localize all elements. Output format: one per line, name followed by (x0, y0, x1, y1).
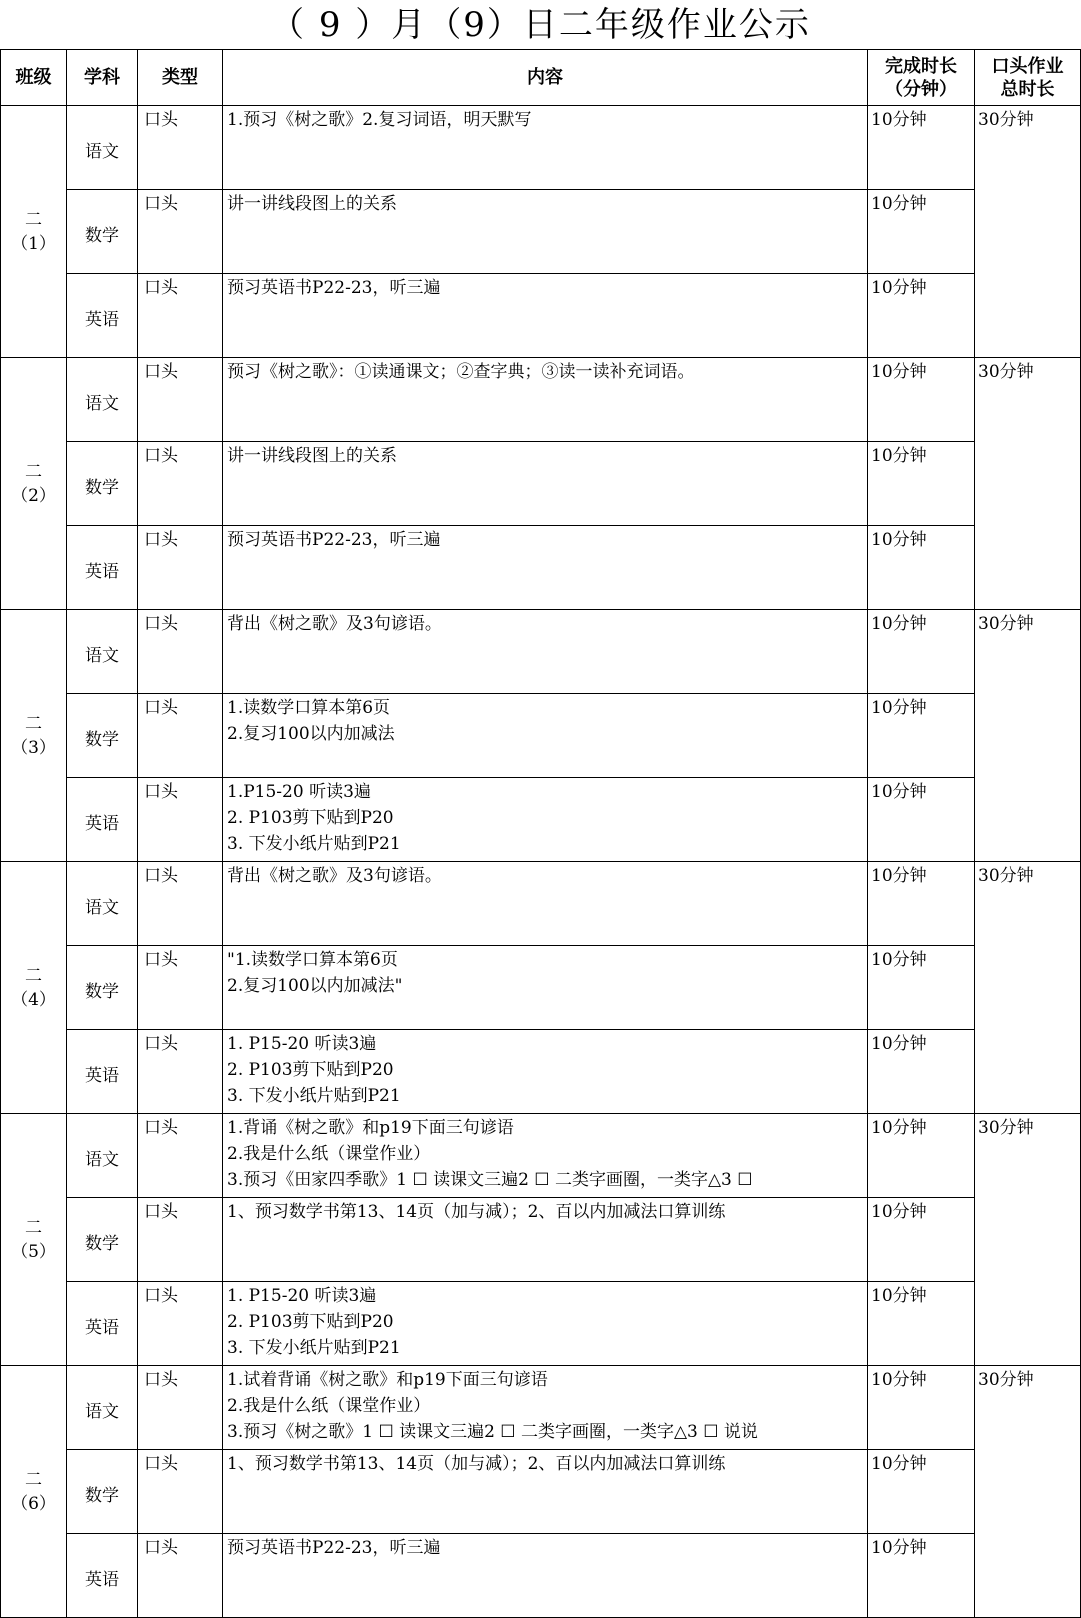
content-line: 预习英语书P22-23，听三遍 (227, 278, 441, 298)
duration-cell: 10分钟 (868, 862, 975, 946)
header-duration-line1: 完成时长 (885, 55, 957, 77)
content-line: 3. 下发小纸片贴到P21 (227, 1086, 401, 1106)
content-line: 1.P15-20 听读3遍 (227, 782, 371, 802)
subject-cell: 英语 (67, 1030, 138, 1114)
content-cell (223, 358, 868, 442)
table-row (1, 1282, 1081, 1366)
class-grade: 二 (25, 1469, 42, 1490)
table-row (1, 862, 1081, 946)
type-cell: 口头 (138, 946, 223, 1030)
total-duration-cell: 30分钟 (975, 610, 1081, 862)
subject-cell: 英语 (67, 778, 138, 862)
content-cell (223, 946, 868, 1030)
table-row (1, 1198, 1081, 1282)
subject-cell: 数学 (67, 694, 138, 778)
type-cell: 口头 (138, 1114, 223, 1198)
table-row (1, 526, 1081, 610)
content-line: 2.我是什么纸（课堂作业） (227, 1144, 431, 1164)
content-line: 3. 下发小纸片贴到P21 (227, 834, 401, 854)
content-cell (223, 1366, 868, 1450)
content-cell (223, 1030, 868, 1114)
header-total-line2: 总时长 (1000, 78, 1055, 100)
content-line: 预习英语书P22-23，听三遍 (227, 1538, 441, 1558)
duration-cell: 10分钟 (868, 274, 975, 358)
header-type: 类型 (138, 50, 223, 106)
subject-cell: 语文 (67, 862, 138, 946)
content-line: 3. 下发小纸片贴到P21 (227, 1338, 401, 1358)
table-row (1, 778, 1081, 862)
duration-cell: 10分钟 (868, 1198, 975, 1282)
type-cell: 口头 (138, 694, 223, 778)
content-line: 2. P103剪下贴到P20 (227, 1312, 394, 1332)
type-cell: 口头 (138, 778, 223, 862)
header-duration (868, 50, 975, 106)
duration-cell: 10分钟 (868, 694, 975, 778)
content-cell (223, 862, 868, 946)
duration-cell: 10分钟 (868, 1030, 975, 1114)
content-line: 1、预习数学书第13、14页（加与减）；2、百以内加减法口算训练 (227, 1202, 726, 1222)
type-cell: 口头 (138, 442, 223, 526)
class-number: （3） (11, 737, 56, 758)
class-cell (1, 610, 67, 862)
subject-cell: 数学 (67, 1450, 138, 1534)
content-cell (223, 1198, 868, 1282)
page-title: （ 9 ）月（9）日二年级作业公示 (270, 5, 811, 45)
content-line: 1.预习《树之歌》2.复习词语，明天默写 (227, 110, 532, 130)
duration-cell: 10分钟 (868, 1282, 975, 1366)
class-number: （5） (11, 1241, 56, 1262)
content-line: 讲一讲线段图上的关系 (227, 194, 397, 214)
content-line: 2. P103剪下贴到P20 (227, 808, 394, 828)
content-line: 2.复习100以内加减法 (227, 724, 395, 744)
content-line: 2. P103剪下贴到P20 (227, 1060, 394, 1080)
homework-table (0, 49, 1081, 1618)
duration-cell: 10分钟 (868, 190, 975, 274)
content-cell (223, 778, 868, 862)
type-cell: 口头 (138, 862, 223, 946)
type-cell: 口头 (138, 1534, 223, 1618)
content-line: 讲一讲线段图上的关系 (227, 446, 397, 466)
content-cell (223, 1534, 868, 1618)
header-duration-line2: （分钟） (885, 78, 957, 100)
content-line: 预习英语书P22-23，听三遍 (227, 530, 441, 550)
subject-cell: 语文 (67, 1366, 138, 1450)
class-number: （4） (11, 989, 56, 1010)
content-line: 1. P15-20 听读3遍 (227, 1286, 377, 1306)
type-cell: 口头 (138, 1366, 223, 1450)
total-duration-cell: 30分钟 (975, 106, 1081, 358)
content-line: 2.复习100以内加减法" (227, 976, 403, 996)
class-grade: 二 (25, 209, 42, 230)
content-cell (223, 1282, 868, 1366)
subject-cell: 语文 (67, 1114, 138, 1198)
table-row (1, 1366, 1081, 1450)
class-grade: 二 (25, 1217, 42, 1238)
table-row (1, 1030, 1081, 1114)
subject-cell: 英语 (67, 1282, 138, 1366)
type-cell: 口头 (138, 190, 223, 274)
duration-cell: 10分钟 (868, 1534, 975, 1618)
table-row (1, 1450, 1081, 1534)
class-grade: 二 (25, 713, 42, 734)
subject-cell: 语文 (67, 106, 138, 190)
content-cell (223, 694, 868, 778)
content-line: 3.预习《树之歌》1 ☐ 读课文三遍2 ☐ 二类字画圈，一类字△3 ☐ 说说 (227, 1422, 758, 1442)
header-subject: 学科 (67, 50, 138, 106)
content-line: 1.背诵《树之歌》和p19下面三句谚语 (227, 1118, 514, 1138)
type-cell: 口头 (138, 274, 223, 358)
total-duration-cell: 30分钟 (975, 862, 1081, 1114)
duration-cell: 10分钟 (868, 1114, 975, 1198)
duration-cell: 10分钟 (868, 526, 975, 610)
type-cell: 口头 (138, 1450, 223, 1534)
class-number: （6） (11, 1493, 56, 1514)
content-line: 背出《树之歌》及3句谚语。 (227, 866, 442, 886)
content-line: 3.预习《田家四季歌》1 ☐ 读课文三遍2 ☐ 二类字画圈，一类字△3 ☐ (227, 1170, 753, 1190)
duration-cell: 10分钟 (868, 442, 975, 526)
content-line: 背出《树之歌》及3句谚语。 (227, 614, 442, 634)
table-row (1, 106, 1081, 190)
content-line: 1. P15-20 听读3遍 (227, 1034, 377, 1054)
type-cell: 口头 (138, 1030, 223, 1114)
content-cell (223, 106, 868, 190)
content-cell (223, 274, 868, 358)
duration-cell: 10分钟 (868, 778, 975, 862)
content-line: 1.读数学口算本第6页 (227, 698, 391, 718)
table-row (1, 274, 1081, 358)
class-grade: 二 (25, 965, 42, 986)
class-number: （2） (11, 485, 56, 506)
duration-cell: 10分钟 (868, 946, 975, 1030)
header-class: 班级 (1, 50, 67, 106)
total-duration-cell: 30分钟 (975, 1366, 1081, 1618)
class-cell (1, 862, 67, 1114)
content-cell (223, 442, 868, 526)
table-row (1, 358, 1081, 442)
class-cell (1, 1366, 67, 1618)
subject-cell: 英语 (67, 274, 138, 358)
header-total-line1: 口头作业 (991, 55, 1064, 77)
content-cell (223, 610, 868, 694)
content-line: 1、预习数学书第13、14页（加与减）；2、百以内加减法口算训练 (227, 1454, 726, 1474)
table-row (1, 190, 1081, 274)
subject-cell: 英语 (67, 526, 138, 610)
content-line: 2.我是什么纸（课堂作业） (227, 1396, 431, 1416)
subject-cell: 数学 (67, 946, 138, 1030)
subject-cell: 数学 (67, 190, 138, 274)
table-row (1, 694, 1081, 778)
duration-cell: 10分钟 (868, 610, 975, 694)
content-line: 预习《树之歌》：①读通课文；②查字典；③读一读补充词语。 (227, 362, 695, 382)
content-cell (223, 1114, 868, 1198)
table-row (1, 1534, 1081, 1618)
content-line: 1.试着背诵《树之歌》和p19下面三句谚语 (227, 1370, 548, 1390)
total-duration-cell: 30分钟 (975, 358, 1081, 610)
class-cell (1, 106, 67, 358)
class-cell (1, 358, 67, 610)
type-cell: 口头 (138, 106, 223, 190)
table-row (1, 1114, 1081, 1198)
type-cell: 口头 (138, 1282, 223, 1366)
content-cell (223, 190, 868, 274)
content-cell (223, 1450, 868, 1534)
subject-cell: 数学 (67, 1198, 138, 1282)
table-body (1, 106, 1081, 1618)
duration-cell: 10分钟 (868, 1366, 975, 1450)
type-cell: 口头 (138, 358, 223, 442)
class-number: （1） (11, 233, 56, 254)
content-cell (223, 526, 868, 610)
class-grade: 二 (25, 461, 42, 482)
total-duration-cell: 30分钟 (975, 1114, 1081, 1366)
table-row (1, 946, 1081, 1030)
subject-cell: 英语 (67, 1534, 138, 1618)
type-cell: 口头 (138, 526, 223, 610)
type-cell: 口头 (138, 1198, 223, 1282)
header-row (1, 50, 1081, 106)
duration-cell: 10分钟 (868, 358, 975, 442)
subject-cell: 语文 (67, 610, 138, 694)
content-line: "1.读数学口算本第6页 (227, 950, 398, 970)
subject-cell: 语文 (67, 358, 138, 442)
table-row (1, 610, 1081, 694)
header-total (975, 50, 1081, 106)
table-row (1, 442, 1081, 526)
type-cell: 口头 (138, 610, 223, 694)
duration-cell: 10分钟 (868, 1450, 975, 1534)
subject-cell: 数学 (67, 442, 138, 526)
header-content: 内容 (223, 50, 868, 106)
class-cell (1, 1114, 67, 1366)
duration-cell: 10分钟 (868, 106, 975, 190)
